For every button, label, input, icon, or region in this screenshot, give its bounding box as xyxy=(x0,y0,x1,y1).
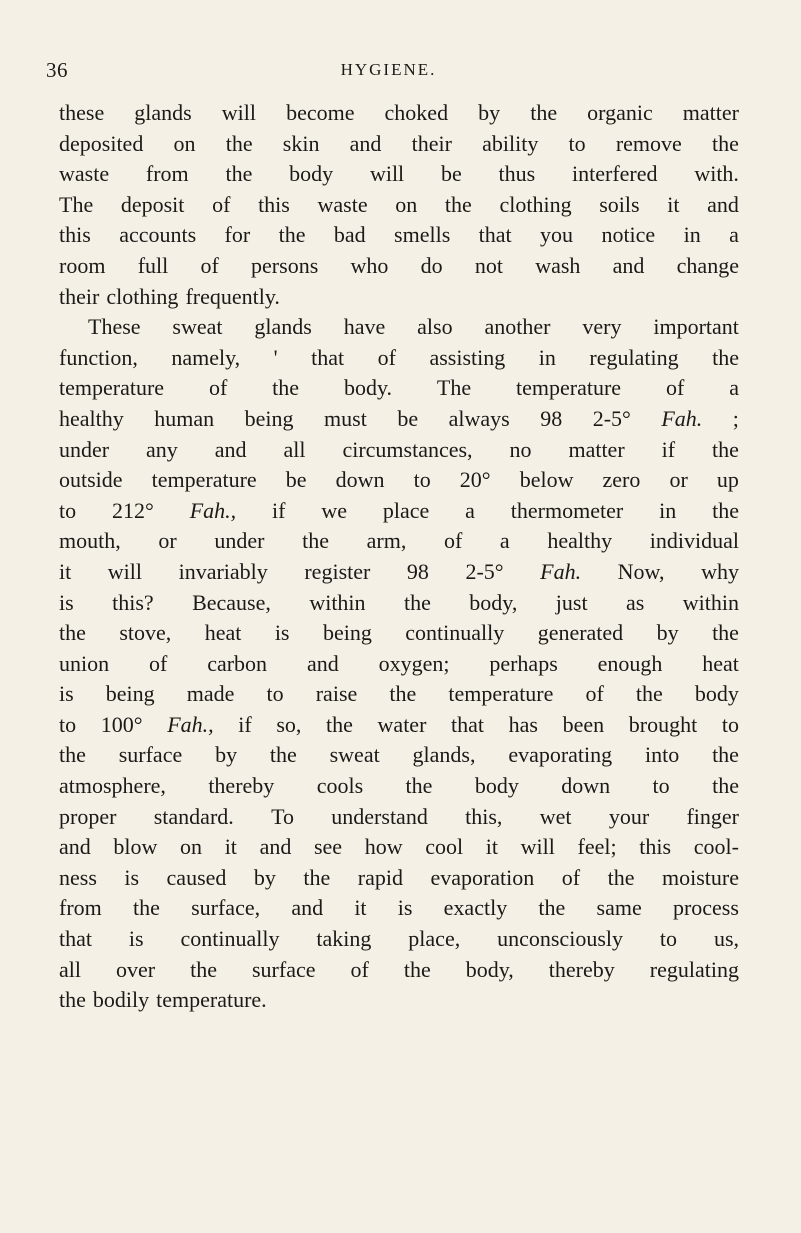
text-line: and blow on it and see how cool it will feel; this cool- xyxy=(59,834,739,860)
text-line: these glands will become choked by the organic matter xyxy=(59,100,739,125)
text-line: to 212° Fah., if we place a thermometer in the xyxy=(59,497,739,523)
text-line: These sweat glands have also another very important xyxy=(88,314,739,340)
text-line: waste from the body will be thus interfered with. xyxy=(59,161,739,187)
text-line: atmosphere, thereby cools the body down to the xyxy=(59,773,739,799)
page-number: 36 xyxy=(46,58,68,82)
text-line: mouth, or under the arm, of a healthy individual xyxy=(59,528,739,554)
text-line: function, namely, ' that of assisting in regulating the xyxy=(59,344,739,370)
text-line: it will invariably register 98 2-5° Fah. Now, why xyxy=(59,558,739,584)
text-line: the surface by the sweat glands, evaporating into the xyxy=(59,742,739,768)
text-line: healthy human being must be always 98 2-5° Fah. ; xyxy=(59,405,739,431)
text-line: under any and all circumstances, no matter if the xyxy=(59,436,739,462)
text-line: this accounts for the bad smells that you notice in a xyxy=(59,222,739,248)
text-line: all over the surface of the body, thereby regulating xyxy=(59,956,739,982)
text-line: temperature of the body. The temperature of a xyxy=(59,375,739,401)
text-line: the bodily temperature. xyxy=(59,987,267,1013)
text-line: The deposit of this waste on the clothing soils it and xyxy=(59,191,739,217)
text-line: from the surface, and it is exactly the same process xyxy=(59,895,739,921)
text-line: their clothing frequently. xyxy=(59,283,280,309)
running-title: HYGIENE. xyxy=(340,60,437,79)
text-line: to 100° Fah., if so, the water that has been brought to xyxy=(59,711,739,737)
text-line: outside temperature be down to 20° below zero or up xyxy=(59,467,739,493)
text-line: room full of persons who do not wash and change xyxy=(59,252,739,278)
text-line: proper standard. To understand this, wet your finger xyxy=(59,803,739,829)
body-text xyxy=(59,98,739,1016)
text-line: union of carbon and oxygen; perhaps enough heat xyxy=(59,650,739,676)
text-line: that is continually taking place, unconsciously to us, xyxy=(59,926,739,952)
text-line: ness is caused by the rapid evaporation of the moisture xyxy=(59,864,739,890)
running-head xyxy=(46,58,731,84)
text-line: is this? Because, within the body, just as within xyxy=(59,589,739,615)
text-line: deposited on the skin and their ability to remove the xyxy=(59,130,739,156)
text-line: is being made to raise the temperature of the body xyxy=(59,681,739,707)
text-line: the stove, heat is being continually generated by the xyxy=(59,620,739,646)
